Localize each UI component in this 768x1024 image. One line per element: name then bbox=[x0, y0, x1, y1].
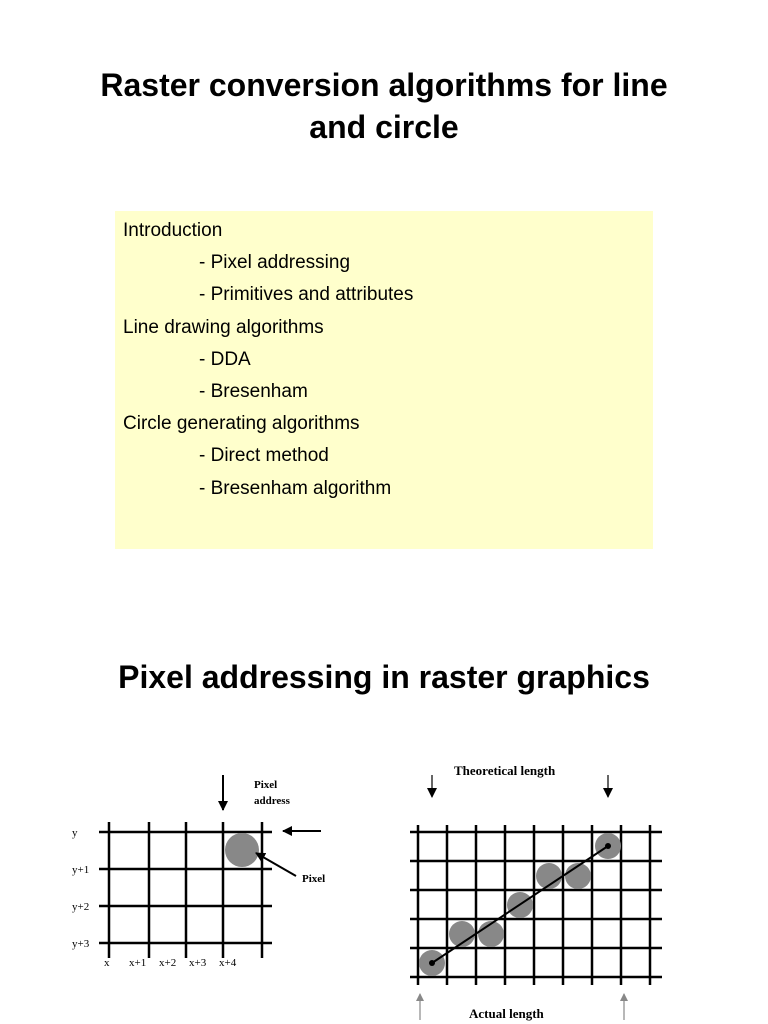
slide-title-line-1: Raster conversion algorithms for line bbox=[100, 67, 668, 103]
outline-subitem: - DDA bbox=[199, 348, 251, 370]
left-figure bbox=[72, 775, 325, 969]
theoretical-length-label: Theoretical length bbox=[454, 763, 556, 778]
theoretical-line bbox=[432, 846, 608, 963]
pixel-label: Pixel bbox=[302, 873, 326, 885]
outline-subitem: - Pixel addressing bbox=[199, 252, 351, 274]
slide-title-line-2: and circle bbox=[309, 109, 459, 145]
col-label: x+3 bbox=[189, 957, 207, 969]
row-label: y bbox=[72, 827, 78, 839]
col-label: x+4 bbox=[219, 957, 237, 969]
outline-subitem: - Direct method bbox=[199, 445, 329, 467]
section-title: Pixel addressing in raster graphics bbox=[118, 659, 650, 695]
pixel-address-label-line-2: address bbox=[254, 795, 290, 807]
col-label: x+2 bbox=[159, 957, 177, 969]
pixel-address-label-line-1: Pixel bbox=[254, 779, 278, 791]
row-label: y+3 bbox=[72, 938, 90, 950]
outline-subitem: - Bresenham algorithm bbox=[199, 477, 392, 499]
line-endpoint bbox=[605, 843, 611, 849]
actual-length-label: Actual length bbox=[469, 1006, 544, 1021]
outline-subitem: - Primitives and attributes bbox=[199, 284, 414, 306]
row-label: y+1 bbox=[72, 864, 90, 876]
outline-item: Introduction bbox=[123, 220, 223, 241]
col-label: x+1 bbox=[129, 957, 147, 969]
right-figure bbox=[410, 763, 662, 1021]
col-label: x bbox=[104, 957, 110, 969]
outline-subitem: - Bresenham bbox=[199, 381, 308, 403]
outline-item: Line drawing algorithms bbox=[123, 316, 324, 338]
outline-item: Circle generating algorithms bbox=[123, 413, 360, 435]
row-label: y+2 bbox=[72, 901, 90, 913]
line-endpoint bbox=[429, 960, 435, 966]
right-grid bbox=[410, 825, 662, 985]
pixel-dot bbox=[225, 833, 259, 867]
